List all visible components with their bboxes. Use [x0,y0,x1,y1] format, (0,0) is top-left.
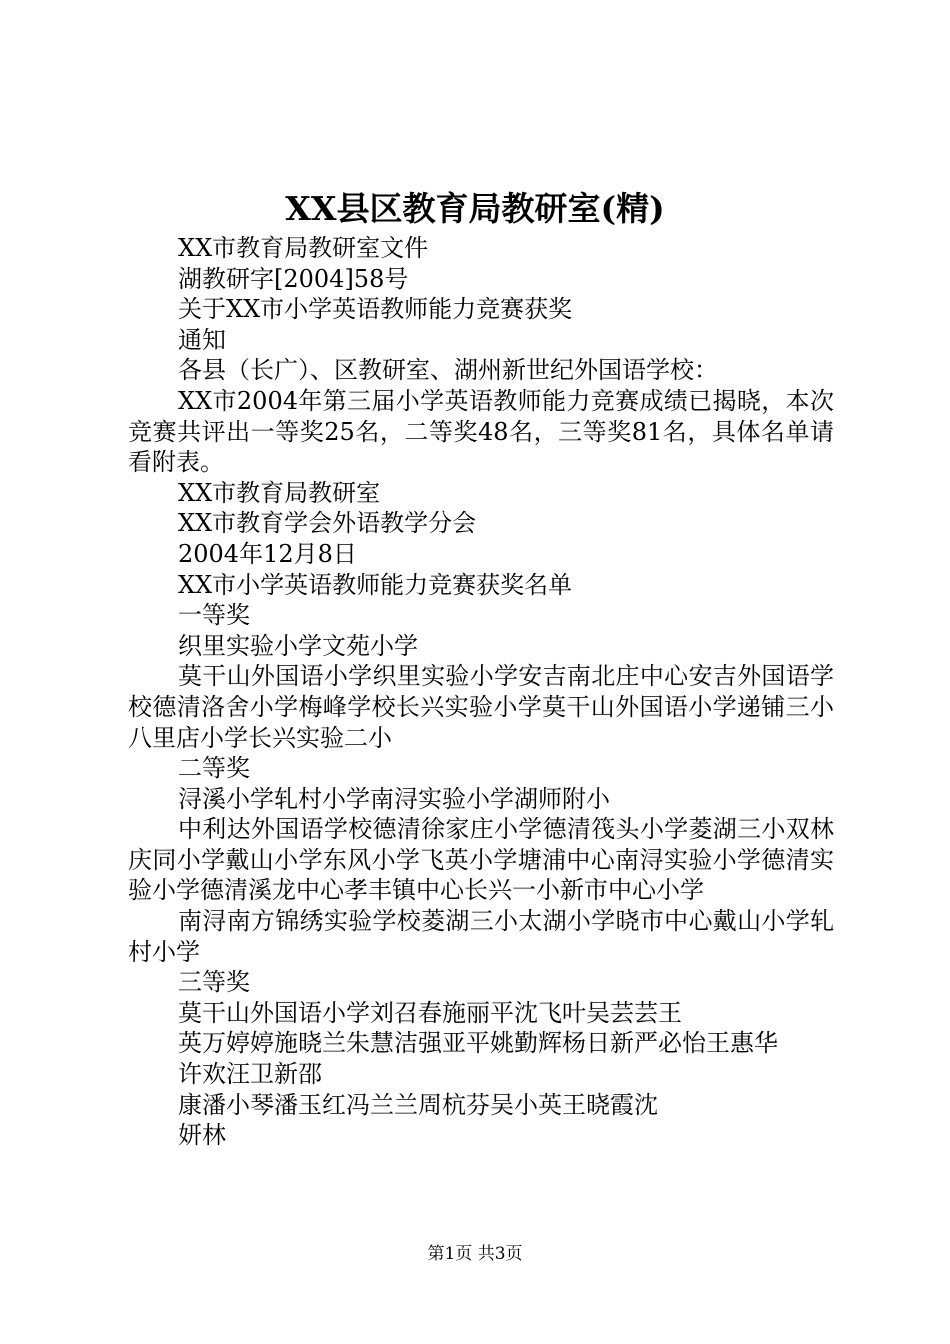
paragraph: 关于XX市小学英语教师能力竞赛获奖 [178,295,573,324]
paragraph: XX市教育局教研室 [178,478,381,507]
paragraph: 三等奖 [178,968,250,997]
paragraph: 妍林 [178,1121,226,1150]
page-footer: 第1页 共3页 [427,1244,523,1264]
paragraph: 一等奖 [178,601,250,630]
paragraph: 许欢汪卫新邵 [178,1060,322,1089]
paragraph: XX市教育局教研室文件 [178,234,429,262]
paragraph: 湖教研字[2004]58号 [178,264,409,293]
paragraph: XX市教育学会外语教学分会 [178,509,477,538]
paragraph: 康潘小琴潘玉红冯兰兰周杭芬吴小英王晓霞沈 [178,1090,658,1119]
paragraph: 莫干山外国语小学织里实验小学安吉南北庄中心安吉外国语学校德清洛舍小学梅峰学校长兴实验小学莫干山外国语小学递铺三小八里店小学长兴实验二小 [128,662,834,752]
paragraph: 南浔南方锦绣实验学校菱湖三小太湖小学晓市中心戴山小学轧村小学 [128,907,834,966]
document-title: XX县区教育局教研室(精) [285,189,665,228]
paragraph: XX市小学英语教师能力竞赛获奖名单 [178,570,573,599]
paragraph: 织里实验小学文苑小学 [178,631,418,660]
paragraph: 浔溪小学轧村小学南浔实验小学湖师附小 [178,784,610,813]
paragraph: 各县（长广）、区教研室、湖州新世纪外国语学校： [178,356,718,385]
paragraph: 英万婷婷施晓兰朱慧洁强亚平姚勤辉杨日新严必怡王惠华 [178,1029,778,1058]
paragraph: 二等奖 [178,754,250,783]
paragraph: 中利达外国语学校德清徐家庄小学德清筏头小学菱湖三小双林庆同小学戴山小学东风小学飞英小学塘浦中心南浔实验小学德清实验小学德清溪龙中心孝丰镇中心长兴一小新市中心小学 [128,815,834,905]
paragraph: 通知 [178,325,226,354]
paragraph: XX市2004年第三届小学英语教师能力竞赛成绩已揭晓，本次竞赛共评出一等奖25名，二等奖48名，三等奖81名，具体名单请看附表。 [128,386,834,477]
paragraph: 2004年12月8日 [178,539,357,568]
paragraph: 莫干山外国语小学刘召春施丽平沈飞叶吴芸芸王 [178,998,682,1027]
document-body [128,233,834,1151]
